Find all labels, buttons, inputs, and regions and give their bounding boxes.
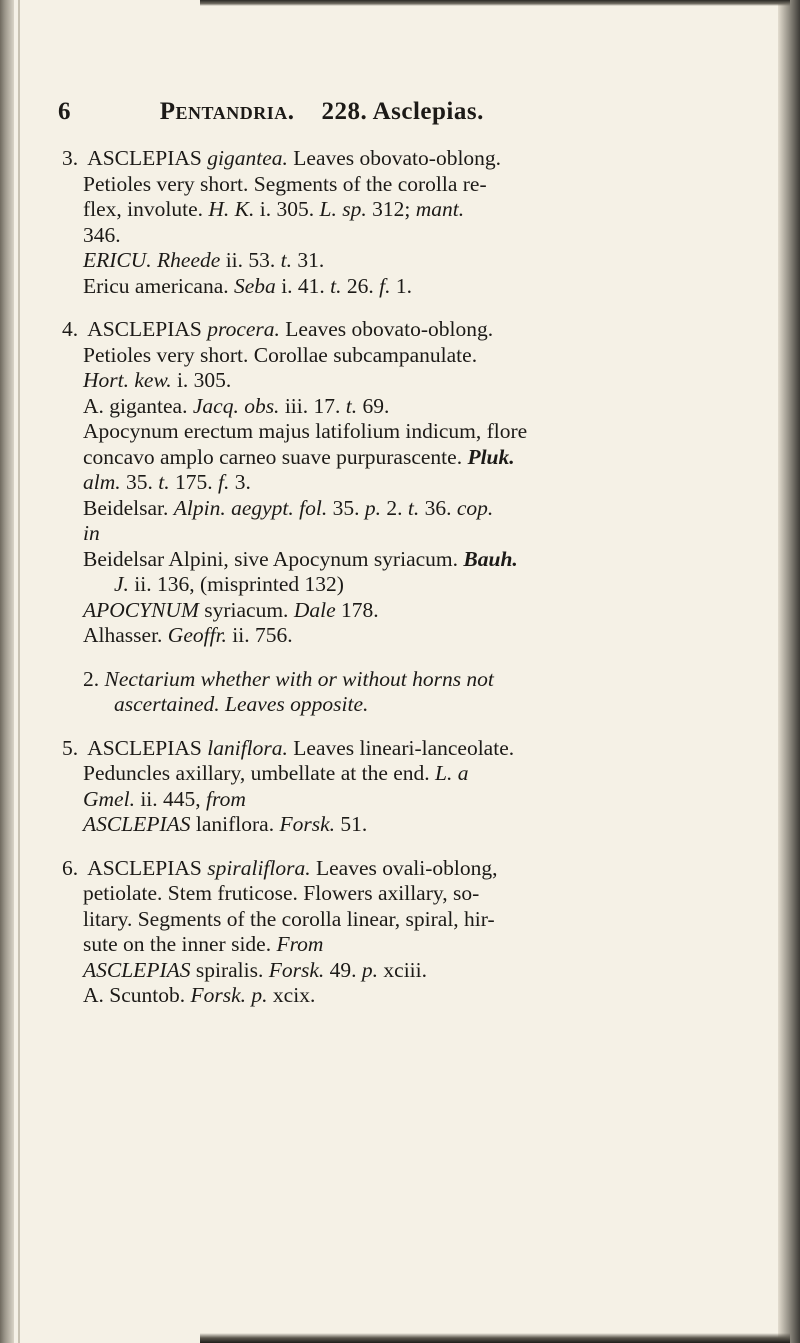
reference-text: iii. 17. bbox=[279, 393, 346, 418]
reference-text: i. 305. bbox=[254, 197, 320, 221]
reference-text: ii. 53. bbox=[220, 248, 281, 272]
reference-abbr: L. a bbox=[435, 761, 469, 785]
page-text bbox=[62, 146, 742, 1009]
entry-asclepias-procera bbox=[62, 317, 742, 649]
text-line bbox=[62, 445, 742, 471]
synonym-text: A. Scuntob. bbox=[83, 983, 191, 1007]
reference-text: ii. 756. bbox=[226, 623, 293, 647]
reference-text: 31. bbox=[292, 248, 325, 272]
reference-abbr: Jacq. obs. bbox=[192, 393, 280, 418]
header-genus: 228. Asclepias. bbox=[321, 98, 484, 125]
reference-abbr: p. bbox=[364, 495, 381, 520]
page-edge-right bbox=[778, 0, 800, 1343]
reference-abbr: t. bbox=[158, 470, 170, 494]
reference-abbr: f. bbox=[217, 470, 230, 494]
genus-name: ASCLEPIAS bbox=[83, 735, 208, 760]
header-class: Pentandria. bbox=[159, 98, 295, 125]
text-line bbox=[62, 856, 742, 882]
note-text: Nectarium whether with or without horns not bbox=[104, 666, 494, 691]
reference-abbr: Forsk. bbox=[268, 957, 325, 982]
reference-text: xcix. bbox=[267, 983, 316, 1007]
reference-abbr: Hort. kew. bbox=[83, 368, 172, 392]
text-line bbox=[62, 812, 742, 838]
synonym-text: Alhasser. bbox=[83, 623, 168, 647]
reference-abbr: H. K. bbox=[208, 197, 255, 221]
reference-abbr: sp. bbox=[342, 197, 367, 221]
genus-name: ASCLEPIAS bbox=[83, 317, 208, 341]
reference-text: i. 41. bbox=[275, 273, 331, 298]
reference-abbr: J. bbox=[114, 572, 129, 596]
entry-number: 3. bbox=[62, 146, 79, 170]
description: Leaves obovato-oblong. bbox=[287, 146, 502, 170]
reference-abbr: from bbox=[206, 786, 246, 811]
text-line bbox=[62, 623, 742, 649]
reference-abbr: L. bbox=[319, 197, 337, 221]
reference-abbr: Geoffr. bbox=[167, 623, 227, 647]
text-line bbox=[62, 572, 742, 598]
reference-abbr: mant. bbox=[415, 197, 465, 221]
page-number: 6 bbox=[58, 98, 71, 125]
description: Petioles very short. Segments of the corolla re- bbox=[83, 171, 487, 196]
description: petiolate. Stem fruticose. Flowers axillary, so- bbox=[83, 881, 480, 905]
description: Peduncles axillary, umbellate at the end. bbox=[83, 761, 436, 785]
species-name: spiraliflora. bbox=[207, 855, 311, 880]
reference-abbr: alm. bbox=[83, 470, 121, 494]
text-line bbox=[62, 547, 742, 573]
text-line bbox=[62, 787, 742, 813]
reference-text: ii. 136, (misprinted 132) bbox=[128, 572, 344, 596]
description: Leaves obovato-oblong. bbox=[279, 317, 494, 341]
reference-abbr: Pluk. bbox=[467, 444, 515, 469]
reference-text: syriacum. bbox=[198, 597, 294, 622]
synonym-text: Beidelsar. bbox=[83, 495, 174, 520]
reference-abbr: Rheede bbox=[157, 248, 221, 272]
reference-abbr: p. bbox=[361, 957, 379, 982]
reference-abbr: From bbox=[276, 932, 324, 956]
reference-abbr: Seba bbox=[234, 273, 276, 298]
text-line bbox=[62, 598, 742, 624]
description: sute on the inner side. bbox=[83, 932, 277, 956]
reference-text: 49. bbox=[324, 957, 362, 982]
synonym-text: Beidelsar Alpini, sive Apocynum syriacum. bbox=[83, 546, 464, 571]
reference-text: spiralis. bbox=[190, 957, 269, 982]
note-nectarium bbox=[62, 667, 742, 718]
reference-abbr: Bauh. bbox=[463, 546, 518, 571]
text-line bbox=[62, 907, 742, 933]
text-line bbox=[62, 521, 742, 547]
reference-text: 36. bbox=[419, 495, 457, 520]
synonym-text: concavo amplo carneo suave purpurascente. bbox=[83, 444, 468, 469]
page-edge-top bbox=[200, 0, 790, 6]
genus-name: ASCLEPIAS bbox=[83, 855, 208, 880]
reference-text: laniflora. bbox=[190, 812, 280, 836]
text-line bbox=[62, 317, 742, 343]
page-edge-left bbox=[0, 0, 14, 1343]
reference-text: 312; bbox=[366, 197, 416, 221]
entry-asclepias-laniflora bbox=[62, 736, 742, 838]
reference-text: i. 305. bbox=[171, 368, 232, 392]
entry-number: 5. bbox=[62, 735, 79, 760]
text-line bbox=[62, 394, 742, 420]
text-line bbox=[62, 983, 742, 1009]
reference-text: 178. bbox=[335, 597, 379, 622]
text-line bbox=[62, 223, 742, 249]
page-edge-bottom bbox=[200, 1333, 790, 1343]
running-header bbox=[58, 98, 738, 126]
text-line bbox=[62, 932, 742, 958]
reference-abbr: Forsk. bbox=[190, 983, 247, 1007]
species-name: procera. bbox=[207, 317, 280, 341]
description: litary. Segments of the corolla linear, spiral, hir- bbox=[83, 906, 495, 931]
entry-number: 4. bbox=[62, 317, 79, 341]
reference-text: xciii. bbox=[378, 957, 427, 982]
text-line bbox=[62, 146, 742, 172]
reference-text: 2. bbox=[380, 495, 408, 520]
entry-asclepias-gigantea bbox=[62, 146, 742, 299]
synonym-name: ASCLEPIAS bbox=[83, 812, 191, 836]
text-line bbox=[62, 470, 742, 496]
reference-abbr: cop. bbox=[456, 495, 494, 520]
text-line bbox=[62, 667, 742, 693]
reference-text: 35. bbox=[120, 470, 159, 494]
note-number: 2. bbox=[83, 666, 100, 691]
text-line bbox=[62, 343, 742, 369]
text-line bbox=[62, 274, 742, 300]
reference-abbr: t. bbox=[407, 495, 420, 520]
note-text: ascertained. Leaves opposite. bbox=[114, 692, 369, 716]
species-name: laniflora. bbox=[207, 735, 288, 760]
text-line bbox=[62, 248, 742, 274]
entry-number: 6. bbox=[62, 855, 79, 880]
reference-text: 69. bbox=[357, 393, 390, 418]
species-name: gigantea. bbox=[207, 146, 288, 170]
reference-text: 346. bbox=[83, 222, 121, 247]
reference-abbr: t. bbox=[330, 273, 342, 298]
reference-text: 1. bbox=[390, 273, 413, 298]
synonym-text: A. gigantea. bbox=[83, 393, 193, 418]
reference-abbr: Alpin. aegypt. fol. bbox=[173, 495, 328, 520]
text-line bbox=[62, 368, 742, 394]
reference-abbr: p. bbox=[251, 983, 268, 1007]
reference-text: 3. bbox=[229, 470, 251, 494]
text-line bbox=[62, 419, 742, 445]
description: Leaves lineari-lanceolate. bbox=[287, 735, 515, 760]
genus-name: ASCLEPIAS bbox=[83, 146, 208, 170]
description: flex, involute. bbox=[83, 197, 209, 221]
reference-abbr: in bbox=[83, 521, 100, 545]
entry-asclepias-spiraliflora bbox=[62, 856, 742, 1009]
synonym-name: ASCLEPIAS bbox=[83, 957, 191, 982]
reference-text: ii. 445, bbox=[134, 786, 207, 811]
reference-abbr: Forsk. bbox=[279, 812, 335, 836]
reference-abbr: t. bbox=[280, 248, 292, 272]
text-line bbox=[62, 958, 742, 984]
reference-text: 175. bbox=[169, 470, 218, 494]
synonym-text: Apocynum erectum majus latifolium indicum, flore bbox=[83, 419, 528, 443]
reference-text: 51. bbox=[335, 812, 368, 836]
text-line bbox=[62, 761, 742, 787]
description: Leaves ovali-oblong, bbox=[310, 855, 498, 880]
synonym-text: Ericu americana. bbox=[83, 273, 235, 298]
text-line bbox=[62, 881, 742, 907]
reference-abbr: f. bbox=[379, 273, 391, 298]
text-line bbox=[62, 172, 742, 198]
reference-abbr: Gmel. bbox=[83, 786, 135, 811]
reference-abbr: t. bbox=[345, 393, 358, 418]
reference-text: 35. bbox=[327, 495, 365, 520]
reference-abbr: Dale bbox=[293, 597, 336, 622]
description: Petioles very short. Corollae subcampanulate. bbox=[83, 342, 478, 367]
text-line bbox=[62, 692, 742, 718]
reference-text: 26. bbox=[341, 273, 380, 298]
synonym-name: APOCYNUM bbox=[83, 597, 199, 622]
text-line bbox=[62, 736, 742, 762]
text-line bbox=[62, 197, 742, 223]
synonym-name: ERICU. bbox=[83, 248, 152, 272]
text-line bbox=[62, 496, 742, 522]
